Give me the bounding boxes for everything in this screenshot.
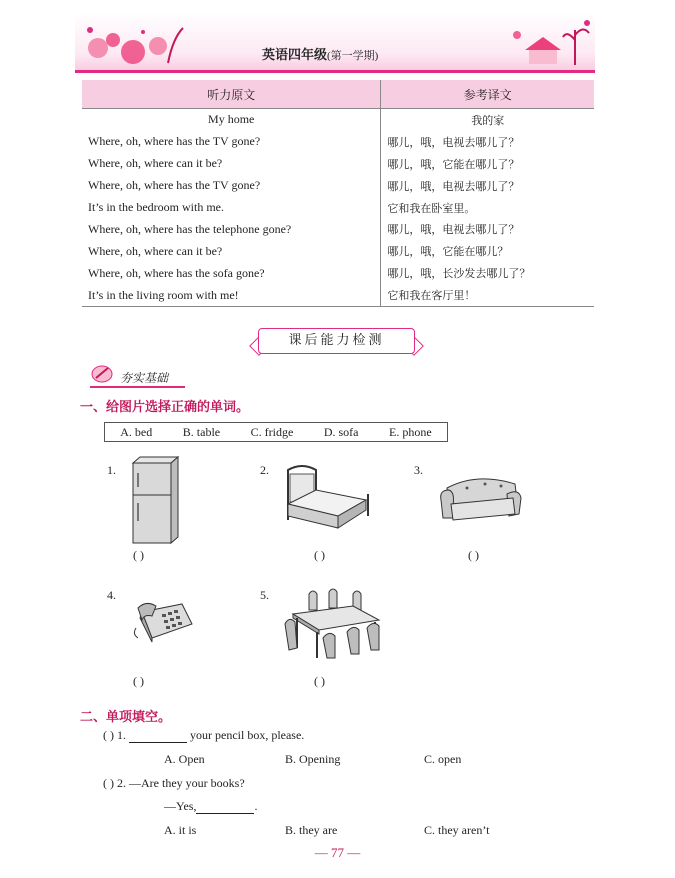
transcript-table xyxy=(82,80,594,307)
book-subtitle: (第一学期) xyxy=(327,50,379,62)
table-cell-en: Where, oh, where has the sofa gone? xyxy=(82,262,381,284)
answer-paren[interactable]: ( ) xyxy=(133,548,144,562)
table-row xyxy=(82,284,594,306)
option-word: D. sofa xyxy=(323,424,359,439)
table-cell-en: It’s in the living room with me! xyxy=(82,284,381,306)
table-row xyxy=(82,240,594,262)
answer-paren[interactable]: ( ) xyxy=(133,674,144,688)
table-cell-cn: 它和我在卧室里。 xyxy=(387,201,476,215)
fill-blank[interactable] xyxy=(129,742,187,743)
table-cell-cn: 哪儿，哦，电视去哪儿了？ xyxy=(387,135,520,149)
item-number: 2. xyxy=(260,463,269,477)
question-text: —Yes, xyxy=(164,799,197,813)
subsection-underline xyxy=(90,386,185,388)
section-1-title: 一、给图片选择正确的单词。 xyxy=(80,400,250,415)
fridge-icon xyxy=(128,455,183,547)
table-row xyxy=(82,262,594,284)
option-word: E. phone xyxy=(389,424,432,439)
table-header-row xyxy=(82,80,594,109)
question-text: 2. —Are they your books? xyxy=(117,776,245,790)
q2-option-a: A. it is xyxy=(164,823,197,837)
table-row xyxy=(82,131,594,153)
item-number: 4. xyxy=(107,588,116,602)
book-title xyxy=(262,44,378,63)
table-cell-cn: 它和我在客厅里！ xyxy=(381,284,594,306)
question-2 xyxy=(103,776,245,791)
item-number: 3. xyxy=(414,463,423,477)
option-word: C. fridge xyxy=(250,424,294,439)
q1-option-b: B. Opening xyxy=(285,752,341,766)
question-2-line-2 xyxy=(164,799,257,814)
table-cell-en: Where, oh, where has the telephone gone? xyxy=(82,218,381,240)
option-word: A. bed xyxy=(120,424,153,439)
table-cell-en: It’s in the bedroom with me. xyxy=(82,197,381,219)
table-cell-cn: 哪儿，哦，长沙发去哪儿了？ xyxy=(387,267,531,281)
table-cell-cn: 哪儿，哦，电视去哪儿了？ xyxy=(387,179,520,193)
table-cell-en: Where, oh, where has the TV gone? xyxy=(82,131,381,153)
bed-icon xyxy=(282,460,374,530)
table-cell-en: Where, oh, where can it be? xyxy=(82,153,381,175)
house-decoration-icon xyxy=(505,15,595,70)
book-title-text: 英语四年级 xyxy=(262,48,328,63)
header-divider xyxy=(75,70,595,73)
subsection-label: 夯实基础 xyxy=(120,371,169,385)
answer-paren[interactable]: ( ) xyxy=(468,548,479,562)
section-2-title: 二、单项填空。 xyxy=(80,710,172,725)
page-number: — 77 — xyxy=(314,845,361,860)
table-cell-cn: 我的家 xyxy=(471,113,505,127)
option-word: B. table xyxy=(182,424,221,439)
q2-option-b: B. they are xyxy=(285,823,338,837)
question-text: your pencil box, please. xyxy=(190,728,305,742)
q1-option-a: A. Open xyxy=(164,752,205,766)
table-icon xyxy=(283,588,383,660)
item-number: 1. xyxy=(107,463,116,477)
table-row xyxy=(82,218,594,240)
table-cell-cn: 哪儿，哦，电视去哪儿了？ xyxy=(387,223,520,237)
pencil-badge-icon xyxy=(90,362,116,384)
question-number: 1. xyxy=(117,728,126,742)
table-row xyxy=(82,153,594,175)
phone-icon xyxy=(128,598,196,644)
table-row xyxy=(82,197,594,219)
fill-blank[interactable] xyxy=(196,813,254,814)
flower-decoration-icon xyxy=(78,18,188,70)
q1-option-c: C. open xyxy=(424,752,462,766)
table-row xyxy=(82,175,594,197)
question-1 xyxy=(103,728,304,743)
table-cell-en: My home xyxy=(82,109,381,131)
answer-paren[interactable]: ( ) xyxy=(103,728,114,742)
column-header-translation: 参考译文 xyxy=(381,80,594,109)
sofa-icon xyxy=(437,470,523,530)
word-options-box xyxy=(104,422,448,442)
answer-paren[interactable]: ( ) xyxy=(103,776,114,790)
section-banner: 课后能力检测 xyxy=(258,328,415,354)
table-row xyxy=(82,109,594,131)
answer-paren[interactable]: ( ) xyxy=(314,674,325,688)
question-text: . xyxy=(254,799,258,813)
table-cell-cn: 哪儿，哦，它能在哪儿了？ xyxy=(387,157,520,171)
column-header-original: 听力原文 xyxy=(82,80,381,109)
table-cell-cn: 哪儿，哦，它能在哪儿？ xyxy=(387,245,509,259)
table-cell-en: Where, oh, where can it be? xyxy=(82,240,381,262)
answer-paren[interactable]: ( ) xyxy=(314,548,325,562)
q2-option-c: C. they aren’t xyxy=(424,823,490,837)
table-cell-en: Where, oh, where has the TV gone? xyxy=(82,175,381,197)
item-number: 5. xyxy=(260,588,269,602)
